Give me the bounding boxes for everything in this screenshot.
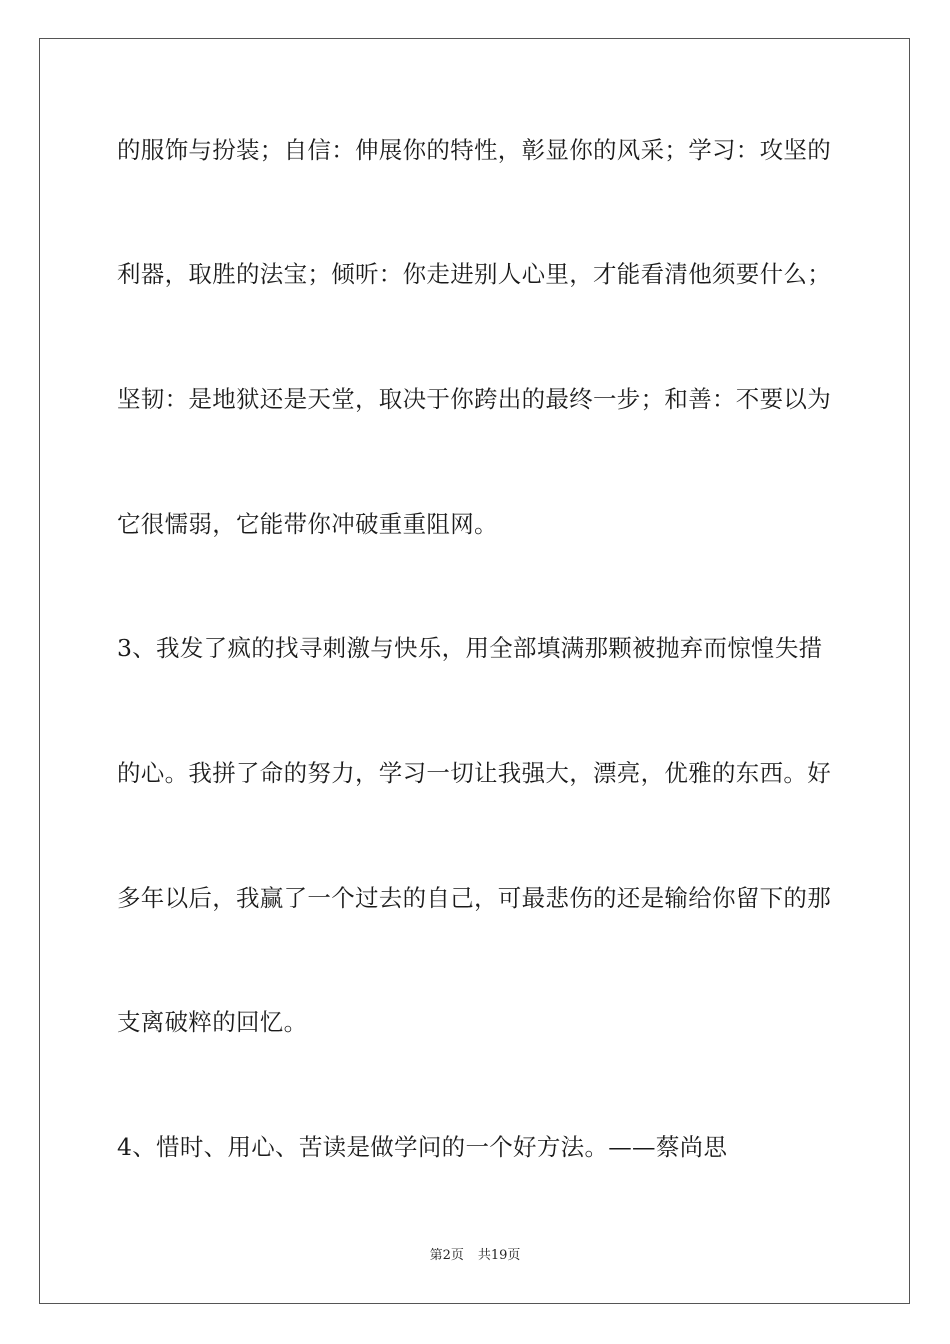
- text-line-5: 3、我发了疯的找寻刺激与快乐，用全部填满那颗被抛弃而惊惶失措: [117, 634, 823, 662]
- text-line-3: 坚韧：是地狱还是天堂，取决于你跨出的最终一步；和善：不要以为: [117, 385, 831, 413]
- text-line-6: 的心。我拼了命的努力，学习一切让我强大，漂亮，优雅的东西。好: [117, 759, 831, 787]
- page-border: [39, 38, 910, 1304]
- page-total: 共19页: [477, 1248, 521, 1263]
- text-line-7: 多年以后，我赢了一个过去的自己，可最悲伤的还是输给你留下的那: [117, 884, 831, 912]
- text-line-8: 支离破粹的回忆。: [117, 1008, 308, 1036]
- page-footer: [0, 1248, 950, 1264]
- page-number: 第2页: [429, 1248, 464, 1263]
- text-line-4: 它很懦弱，它能带你冲破重重阻网。: [117, 510, 498, 538]
- text-line-1: 的服饰与扮装；自信：伸展你的特性，彰显你的风采；学习：攻坚的: [117, 136, 831, 164]
- text-line-9: 4、惜时、用心、苦读是做学问的一个好方法。——蔡尚思: [117, 1133, 728, 1161]
- text-line-2: 利器，取胜的法宝；倾听：你走进别人心里，才能看清他须要什么；: [117, 260, 831, 288]
